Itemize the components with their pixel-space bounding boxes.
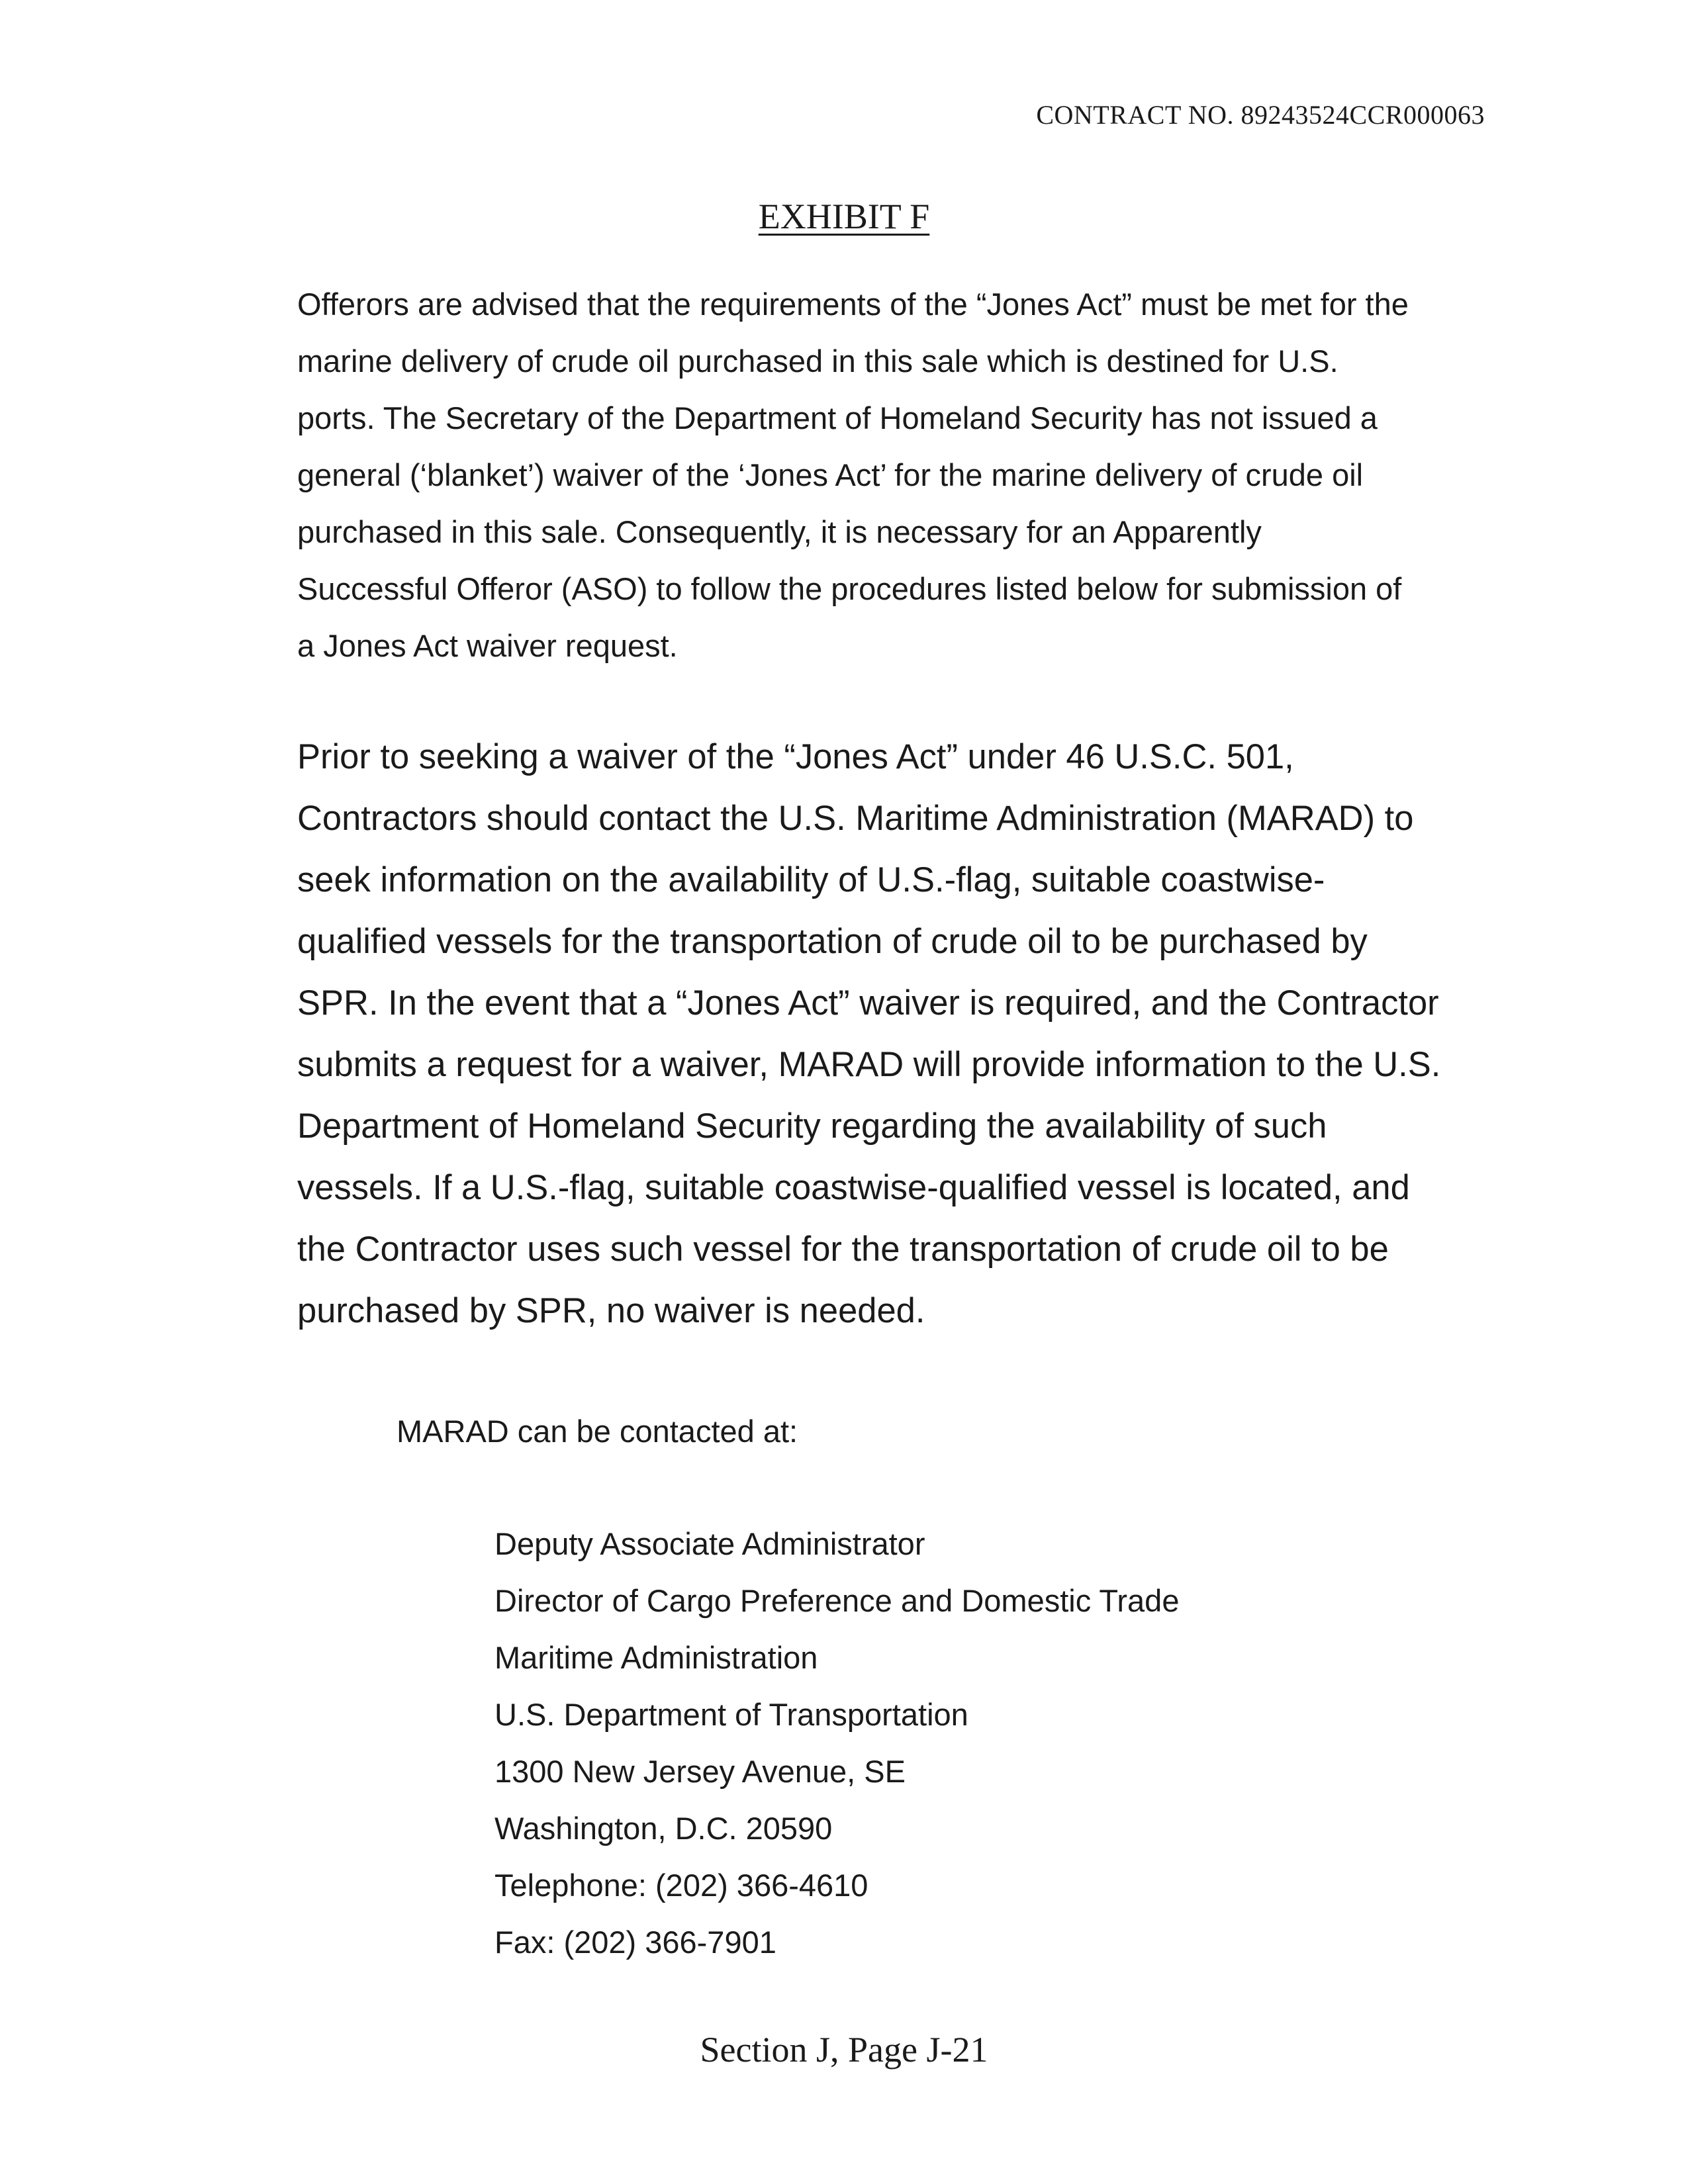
address-line-office: Director of Cargo Preference and Domestic Trade [494,1583,1180,1618]
page-footer: Section J, Page J-21 [700,2030,988,2070]
marad-address-block [494,1516,1179,1971]
paragraph-line: Prior to seeking a waiver of the “Jones Act” under 46 U.S.C. 501, [297,737,1294,776]
paragraph-line: seek information on the availability of U.S.-flag, suitable coastwise- [297,860,1325,899]
exhibit-title: EXHIBIT F [758,197,930,236]
address-line-agency: Maritime Administration [494,1640,818,1675]
paragraph-line: marine delivery of crude oil purchased in this sale which is destined for U.S. [297,343,1338,379]
paragraph-line: Department of Homeland Security regarding the availability of such [297,1107,1327,1146]
paragraph-line: purchased in this sale. Consequently, it is necessary for an Apparently [297,514,1262,549]
address-line-department: U.S. Department of Transportation [494,1697,968,1732]
paragraph-line: Offerors are advised that the requirements of the “Jones Act” must be met for the [297,287,1409,322]
address-line-city: Washington, D.C. 20590 [494,1811,833,1846]
paragraph-line: Contractors should contact the U.S. Maritime Administration (MARAD) to [297,799,1414,838]
address-line-fax: Fax: (202) 366-7901 [494,1925,776,1960]
address-line-telephone: Telephone: (202) 366-4610 [494,1868,868,1903]
paragraph-line: Successful Offeror (ASO) to follow the procedures listed below for submission of [297,571,1402,606]
paragraph-line: purchased by SPR, no waiver is needed. [297,1291,925,1330]
paragraph-line: vessels. If a U.S.-flag, suitable coastwise-qualified vessel is located, and [297,1168,1410,1207]
address-line-title: Deputy Associate Administrator [494,1526,925,1561]
paragraph-line: qualified vessels for the transportation of crude oil to be purchased by [297,922,1368,961]
paragraph-line: submits a request for a waiver, MARAD will provide information to the U.S. [297,1045,1441,1084]
paragraph-line: a Jones Act waiver request. [297,628,678,663]
contract-number: CONTRACT NO. 89243524CCR000063 [1036,100,1485,130]
paragraph-line: the Contractor uses such vessel for the transportation of crude oil to be [297,1230,1389,1269]
marad-waiver-paragraph [297,726,1489,1342]
paragraph-line: SPR. In the event that a “Jones Act” waiver is required, and the Contractor [297,983,1439,1023]
paragraph-line: ports. The Secretary of the Department of Homeland Security has not issued a [297,400,1378,435]
address-line-street: 1300 New Jersey Avenue, SE [494,1754,906,1789]
paragraph-line: general (‘blanket’) waiver of the ‘Jones Act’ for the marine delivery of crude oil [297,457,1364,492]
jones-act-requirement-paragraph [297,276,1489,674]
contact-intro: MARAD can be contacted at: [397,1414,798,1449]
